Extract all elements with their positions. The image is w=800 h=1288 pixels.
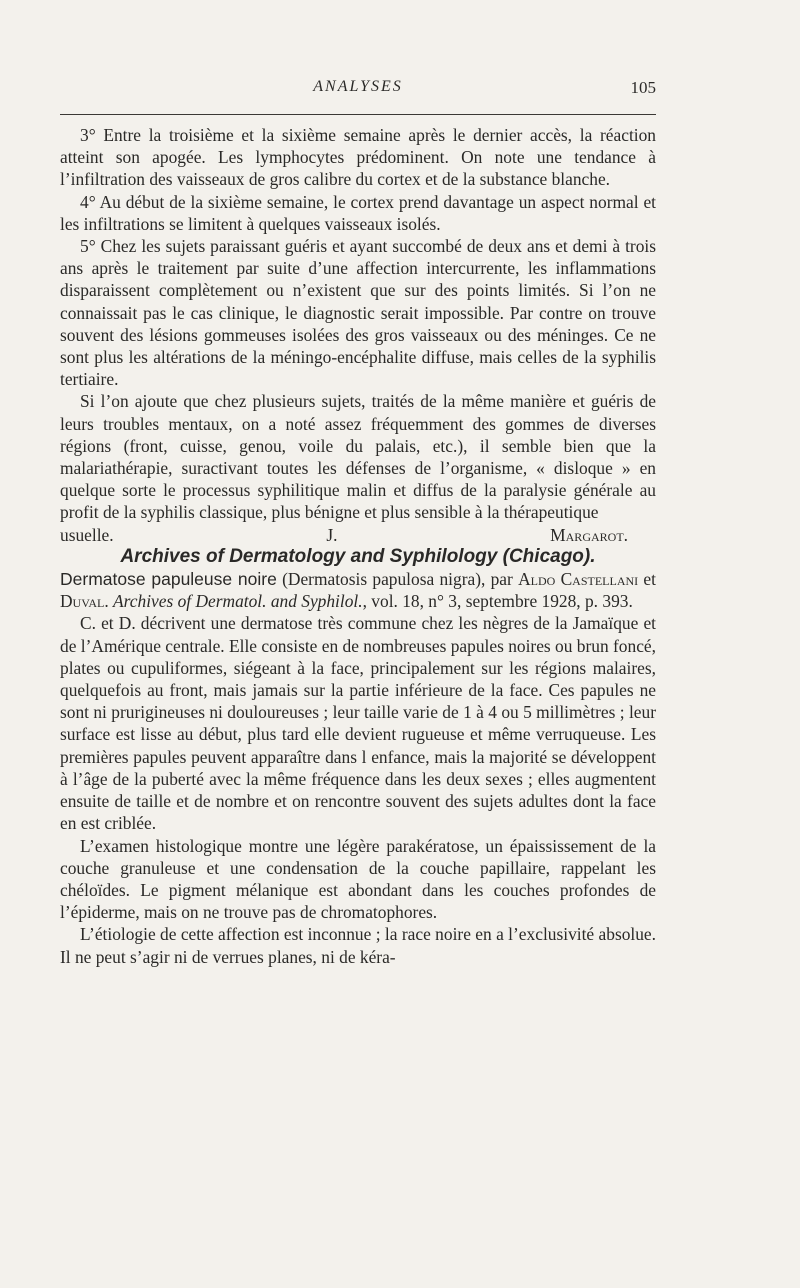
page-header xyxy=(60,78,656,102)
paragraph-conclusion xyxy=(60,390,656,545)
conclusion-last-line xyxy=(60,524,656,546)
header-rule xyxy=(60,114,656,115)
review-signature: J. Margarot. xyxy=(326,524,628,545)
article-paragraph-etiology: L’étiologie de cette affection est inconnue ; la race noire en a l’exclusivité absolue. Il ne peut s’agir ni de verrues planes, ni de kéra- xyxy=(60,924,656,967)
article-paragraph-description: C. et D. décrivent une dermatose très commune chez les nègres de la Jamaïque et de l’Amérique centrale. Elle consiste en de nombreuses papules noires ou brun foncé, plates ou cupuliformes, siégeant à la face, principalement sur les régions malaires, quelquefois au front, mais jamais sur la partie inférieure de la face. Ces papules ne sont ni prurigineuses ni douloureuses ; leur taille varie de 1 à 4 ou 5 millimètres ; leur surface est lisse au début, plus tard elle devient rugueuse et même verruqueuse. Les premières papules peuvent apparaître dans l enfance, mais la majorité se développent à l’âge de la puberté avec la même fréquence dans les deux sexes ; elles augmentent ensuite de taille et de nombre et on rencontre souvent des sujets adultes dont la face en est criblée. xyxy=(60,613,656,834)
running-title: ANALYSES xyxy=(313,78,403,95)
paragraph-fourth-stage: 4° Au début de la sixième semaine, le cortex prend davantage un aspect normal et les infiltrations se limitent à quelques vaisseaux isolés. xyxy=(60,191,656,234)
journal-section-title: Archives of Dermatology and Syphilology (Chicago). xyxy=(120,545,596,567)
page-number: 105 xyxy=(630,78,656,97)
citation-details: , vol. 18, n° 3, septembre 1928, p. 393. xyxy=(362,591,633,612)
journal-abbreviation: Archives of Dermatol. and Syphilol. xyxy=(113,591,363,612)
paragraph-fifth-stage: 5° Chez les sujets paraissant guéris et ayant succombé de deux ans et demi à trois ans après le traitement par suite d’une affection intercurrente, les inflammations disparaissent complètement ou n’existent que sur des points limités. Si l’on ne connaissait pas le cas clinique, le diagnostic serait impossible. Par contre on trouve souvent des lésions gommeuses isolées des gros vaisseaux ou des méninges. Ce ne sont plus les altérations de la méningo-encéphalite diffuse, mais celles de la syphilis tertiaire. xyxy=(60,236,656,390)
article-title: Dermatose papuleuse noire xyxy=(60,569,277,590)
article-latin-name: (Dermatosis papulosa nigra), par xyxy=(276,569,519,590)
article-heading xyxy=(60,568,656,612)
journal-separator: . xyxy=(104,591,114,612)
paragraph-third-stage: 3° Entre la troisième et la sixième semaine après le dernier accès, la réaction atteint son apogée. Les lymphocytes prédominent. On note une tendance à l’infiltration des vaisseaux de gros calibre du cortex et de la substance blanche. xyxy=(60,125,656,190)
author-duval: Duval xyxy=(60,591,105,612)
conclusion-text: Si l’on ajoute que chez plusieurs sujets, traités de la même manière et guéris de leurs troubles mentaux, on a noté assez fréquemment des gommes de diverses régions (front, cuisse, genou, voile du palais, etc.), il semble bien que la malariathérapie, suractivant toutes les défenses de l’organisme, « disloque » en quelque sorte le processus syphilitique malin et diffus de la paralysie générale au profit de la syphilis classique, plus bénigne et plus sensible à la thérapeutique xyxy=(60,391,656,523)
author-castellani: Aldo Castellani xyxy=(518,569,639,590)
article-citation xyxy=(60,568,656,612)
page-body xyxy=(60,124,656,968)
conclusion-last-word: usuelle. xyxy=(60,524,114,545)
author-separator: et xyxy=(638,569,656,590)
article-paragraph-histology: L’examen histologique montre une légère parakératose, un épaississement de la couche granuleuse et une condensation de la couche papillaire, rappelant les chéloïdes. Le pigment mélanique est abondant dans les couches profondes de l’épiderme, mais on ne trouve pas de chromatophores. xyxy=(60,835,656,923)
